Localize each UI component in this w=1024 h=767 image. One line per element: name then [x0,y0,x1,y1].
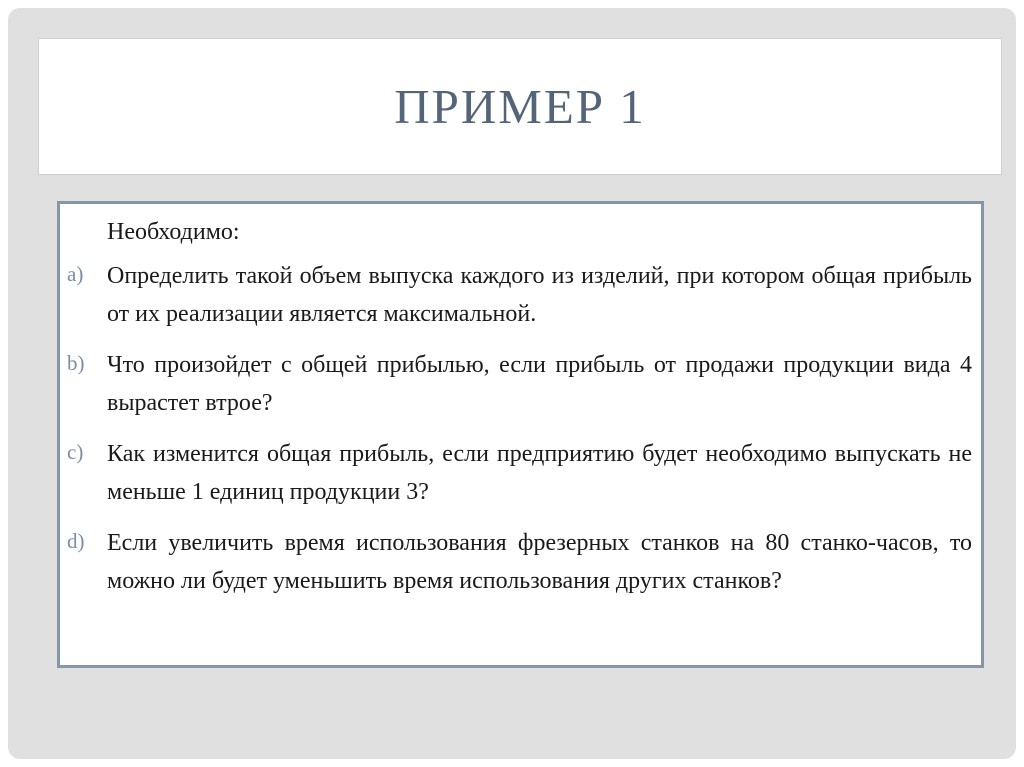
list-item-marker: b) [67,351,85,375]
list-item-text: Если увеличить время использования фрезерных станков на 80 станко-часов, то можно ли будет уменьшить время использования других станков? [107,530,972,594]
list-item [60,435,981,511]
intro-text: Необходимо: [107,219,240,245]
item-list [60,257,981,613]
list-item-marker: c) [67,440,84,464]
list-item-text: Что произойдет с общей прибылью, если прибыль от продажи продукции вида 4 вырастет втрое? [107,352,972,416]
list-item-marker: a) [67,262,84,286]
list-item [60,524,981,600]
title-box [38,38,1002,175]
list-item-text: Определить такой объем выпуска каждого из изделий, при котором общая прибыль от их реализации является максимальной. [107,263,972,327]
list-item [60,257,981,333]
list-item-marker: d) [67,529,85,553]
list-item-text: Как изменится общая прибыль, если предприятию будет необходимо выпускать не меньше 1 единиц продукции 3? [107,441,972,505]
slide [8,8,1016,759]
list-item [60,346,981,422]
slide-title: ПРИМЕР 1 [394,79,646,134]
content-box [57,201,984,668]
